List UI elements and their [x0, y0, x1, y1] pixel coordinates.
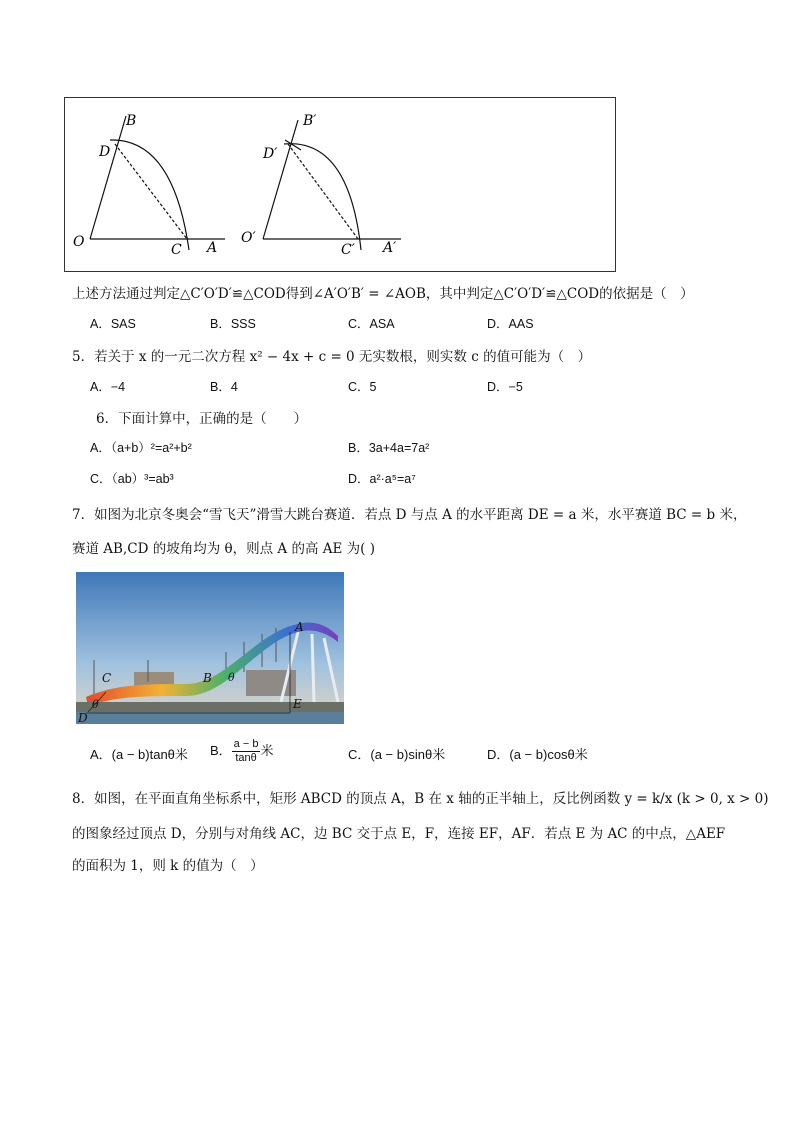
- label-a: A: [207, 240, 218, 256]
- ray-o2b2: [263, 120, 298, 239]
- photo-label-theta-1: θ: [228, 671, 235, 684]
- segment-d2c2: [288, 144, 358, 239]
- water: [76, 712, 344, 724]
- photo-label-a: A: [295, 620, 304, 634]
- q7-line-1: 7．如图为北京冬奥会“雪飞天”滑雪大跳台赛道．若点 D 与点 A 的水平距离 DE = a 米，水平赛道 BC = b 米，: [72, 507, 747, 523]
- q7-option-b-prefix: B．: [210, 742, 232, 758]
- photo-label-c: C: [102, 671, 112, 685]
- label-o: O: [73, 234, 85, 250]
- ray-ob: [90, 116, 126, 239]
- label-o-prime: O′: [241, 230, 256, 246]
- q5-stem: 5．若关于 x 的一元二次方程 x² − 4x + c = 0 无实数根，则实数 c 的值可能为（ ）: [72, 349, 592, 365]
- ski-jump-photo: [76, 572, 344, 724]
- q6-option-a: A．（a+b）²=a²+b²: [90, 441, 192, 455]
- q4-option-c: C．ASA: [348, 317, 395, 331]
- photo-label-b: B: [203, 671, 212, 685]
- q4-stem: 上述方法通过判定△C′O′D′≌△COD得到∠A′O′B′ = ∠AOB，其中判定△C′O′D′≌△COD的依据是（ ）: [72, 286, 694, 302]
- sky-background: [76, 572, 344, 724]
- photo-label-d: D: [78, 711, 88, 724]
- label-d: D: [99, 144, 111, 160]
- left-angle: [90, 116, 225, 250]
- q7-line-2: 赛道 AB,CD 的坡角均为 θ，则点 A 的高 AE 为( ): [72, 541, 375, 557]
- angle-construction-diagram: [65, 98, 617, 273]
- q6-option-d: D．a²·a⁵=a⁷: [348, 472, 416, 486]
- q8-line-3: 的面积为 1，则 k 的值为（ ）: [72, 858, 264, 874]
- q5-option-d: D．−5: [487, 380, 523, 394]
- photo-label-theta-2: θ: [92, 698, 99, 711]
- q7-option-b-suffix: 米: [260, 742, 274, 758]
- q5-option-c: C．5: [348, 380, 377, 394]
- label-b: B: [126, 113, 137, 129]
- photo-label-e: E: [293, 697, 302, 711]
- arc-left: [110, 140, 189, 250]
- q7-option-b-fraction: [232, 738, 261, 765]
- q7-option-b-numerator: a − b: [233, 738, 259, 750]
- ski-jump-illustration: [76, 572, 344, 724]
- q7-option-d: D．(a − b)cosθ米: [487, 747, 588, 762]
- q7-option-b: [210, 738, 273, 765]
- label-a-prime: A′: [383, 240, 397, 256]
- label-c: C: [171, 242, 182, 258]
- label-c-prime: C′: [341, 242, 355, 258]
- segment-dc: [115, 144, 187, 239]
- q6-stem: 6．下面计算中，正确的是（ ）: [96, 411, 308, 427]
- q6-option-b: B．3a+4a=7a²: [348, 441, 430, 455]
- q7-option-a: A．(a − b)tanθ米: [90, 747, 188, 762]
- q6-option-c: C．（ab）³=ab³: [90, 472, 174, 486]
- q8-line-2: 的图象经过顶点 D，分别与对角线 AC，边 BC 交于点 E，F，连接 EF，AF．若点 E 为 AC 的中点，△AEF: [72, 826, 726, 842]
- q8-line-1: 8．如图，在平面直角坐标系中，矩形 ABCD 的顶点 A，B 在 x 轴的正半轴上，反比例函数 y = k/x (k > 0, x > 0): [72, 791, 769, 807]
- q5-option-a: A．−4: [90, 380, 126, 394]
- q4-option-d: D．AAS: [487, 317, 534, 331]
- label-d-prime: D′: [263, 146, 278, 162]
- label-b-prime: B′: [303, 113, 317, 129]
- q7-option-c: C．(a − b)sinθ米: [348, 747, 446, 762]
- arc-mark-right: [285, 140, 301, 150]
- arc-right: [284, 144, 361, 250]
- right-angle: [263, 120, 401, 250]
- construction-figure: [64, 97, 616, 272]
- q4-option-b: B．SSS: [210, 317, 256, 331]
- q7-option-b-denominator: tanθ: [235, 752, 257, 764]
- q4-option-a: A．SAS: [90, 317, 136, 331]
- q5-option-b: B．4: [210, 380, 238, 394]
